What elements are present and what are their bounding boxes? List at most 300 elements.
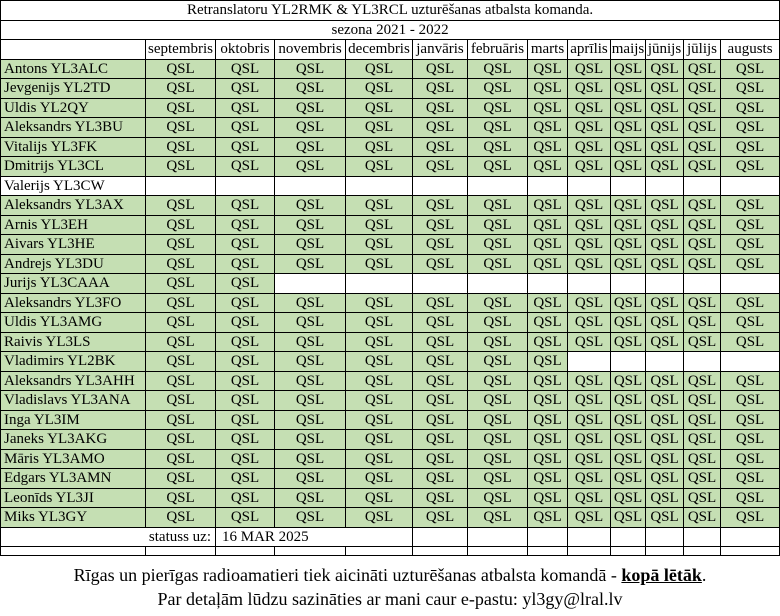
qsl-cell: QSL	[146, 371, 216, 391]
qsl-cell: QSL	[684, 410, 721, 430]
qsl-cell: QSL	[611, 59, 646, 79]
blank-cell	[568, 527, 611, 547]
qsl-cell: QSL	[346, 488, 413, 508]
qsl-cell: QSL	[216, 215, 275, 235]
qsl-cell: QSL	[275, 79, 346, 99]
member-row	[1, 313, 780, 333]
qsl-cell: QSL	[528, 430, 568, 450]
qsl-cell: QSL	[216, 508, 275, 528]
qsl-cell: QSL	[346, 98, 413, 118]
season-label: sezona 2021 - 2022	[1, 20, 780, 40]
qsl-cell: QSL	[275, 469, 346, 489]
qsl-cell: QSL	[216, 274, 275, 294]
member-name: Edgars YL3AMN	[1, 469, 146, 489]
member-row	[1, 508, 780, 528]
qsl-cell: QSL	[528, 410, 568, 430]
empty-cell	[528, 274, 568, 294]
member-name: Miks YL3GY	[1, 508, 146, 528]
qsl-cell: QSL	[413, 235, 468, 255]
page-title: Retranslatoru YL2RMK & YL3RCL uzturēšanas atbalsta komanda.	[1, 1, 780, 21]
qsl-cell: QSL	[275, 235, 346, 255]
qsl-cell: QSL	[528, 332, 568, 352]
qsl-cell: QSL	[721, 98, 780, 118]
member-name: Valerijs YL3CW	[1, 176, 146, 196]
qsl-cell: QSL	[611, 332, 646, 352]
qsl-cell: QSL	[721, 79, 780, 99]
qsl-cell: QSL	[568, 488, 611, 508]
qsl-cell: QSL	[568, 449, 611, 469]
qsl-cell: QSL	[146, 488, 216, 508]
member-row	[1, 332, 780, 352]
qsl-cell: QSL	[413, 410, 468, 430]
month-header: marts	[528, 40, 568, 60]
qsl-cell: QSL	[216, 332, 275, 352]
member-name: Aivars YL3HE	[1, 235, 146, 255]
empty-cell	[568, 274, 611, 294]
blank-cell	[611, 527, 646, 547]
qsl-cell: QSL	[528, 157, 568, 177]
qsl-cell: QSL	[611, 430, 646, 450]
member-name: Vladimirs YL2BK	[1, 352, 146, 372]
qsl-cell: QSL	[216, 118, 275, 138]
qsl-cell: QSL	[275, 313, 346, 333]
blank-cell	[275, 547, 346, 556]
qsl-cell: QSL	[346, 449, 413, 469]
member-name: Janeks YL3AKG	[1, 430, 146, 450]
qsl-cell: QSL	[216, 254, 275, 274]
empty-cell	[646, 274, 684, 294]
member-name: Uldis YL3AMG	[1, 313, 146, 333]
qsl-cell: QSL	[528, 254, 568, 274]
qsl-cell: QSL	[684, 235, 721, 255]
qsl-cell: QSL	[275, 410, 346, 430]
member-row	[1, 430, 780, 450]
blank-cell	[646, 547, 684, 556]
blank-cell	[146, 547, 216, 556]
qsl-cell: QSL	[275, 98, 346, 118]
qsl-cell: QSL	[684, 215, 721, 235]
qsl-cell: QSL	[528, 352, 568, 372]
empty-cell	[684, 352, 721, 372]
member-row	[1, 274, 780, 294]
qsl-cell: QSL	[468, 254, 528, 274]
qsl-cell: QSL	[413, 371, 468, 391]
qsl-cell: QSL	[413, 469, 468, 489]
qsl-cell: QSL	[413, 79, 468, 99]
qsl-cell: QSL	[646, 137, 684, 157]
qsl-cell: QSL	[146, 449, 216, 469]
qsl-cell: QSL	[568, 293, 611, 313]
qsl-cell: QSL	[568, 235, 611, 255]
qsl-cell: QSL	[468, 508, 528, 528]
qsl-cell: QSL	[346, 352, 413, 372]
qsl-cell: QSL	[528, 137, 568, 157]
empty-cell	[275, 176, 346, 196]
qsl-cell: QSL	[568, 157, 611, 177]
qsl-cell: QSL	[146, 332, 216, 352]
qsl-cell: QSL	[216, 98, 275, 118]
qsl-cell: QSL	[468, 391, 528, 411]
qsl-cell: QSL	[721, 196, 780, 216]
member-row	[1, 59, 780, 79]
qsl-cell: QSL	[146, 118, 216, 138]
invitation-text: Rīgas un pierīgas radioamatieri tiek aicināti uzturēšanas atbalsta komandā -	[73, 565, 622, 585]
qsl-cell: QSL	[684, 118, 721, 138]
qsl-cell: QSL	[468, 469, 528, 489]
name-column-header	[1, 40, 146, 60]
empty-cell	[721, 274, 780, 294]
qsl-cell: QSL	[413, 449, 468, 469]
qsl-cell: QSL	[468, 313, 528, 333]
qsl-cell: QSL	[611, 469, 646, 489]
footer-note	[0, 563, 780, 611]
qsl-cell: QSL	[684, 98, 721, 118]
blank-cell	[684, 527, 721, 547]
qsl-cell: QSL	[146, 254, 216, 274]
empty-cell	[611, 176, 646, 196]
empty-cell	[611, 274, 646, 294]
member-name: Aleksandrs YL3BU	[1, 118, 146, 138]
month-header: janvāris	[413, 40, 468, 60]
blank-cell	[568, 547, 611, 556]
qsl-cell: QSL	[275, 118, 346, 138]
qsl-cell: QSL	[611, 98, 646, 118]
qsl-cell: QSL	[346, 215, 413, 235]
blank-cell	[721, 527, 780, 547]
qsl-cell: QSL	[413, 137, 468, 157]
qsl-cell: QSL	[611, 137, 646, 157]
qsl-cell: QSL	[528, 488, 568, 508]
qsl-cell: QSL	[468, 98, 528, 118]
qsl-cell: QSL	[468, 371, 528, 391]
qsl-cell: QSL	[146, 410, 216, 430]
qsl-cell: QSL	[721, 332, 780, 352]
qsl-cell: QSL	[146, 79, 216, 99]
blank-cell	[468, 547, 528, 556]
qsl-cell: QSL	[721, 430, 780, 450]
qsl-cell: QSL	[346, 157, 413, 177]
qsl-cell: QSL	[684, 391, 721, 411]
qsl-cell: QSL	[275, 430, 346, 450]
qsl-cell: QSL	[413, 352, 468, 372]
qsl-cell: QSL	[146, 508, 216, 528]
member-name: Vladislavs YL3ANA	[1, 391, 146, 411]
member-row	[1, 371, 780, 391]
empty-cell	[646, 352, 684, 372]
member-name: Uldis YL2QY	[1, 98, 146, 118]
invitation-period: .	[701, 565, 707, 585]
qsl-cell: QSL	[646, 254, 684, 274]
qsl-cell: QSL	[611, 371, 646, 391]
qsl-cell: QSL	[528, 79, 568, 99]
empty-cell	[684, 176, 721, 196]
qsl-cell: QSL	[646, 98, 684, 118]
blank-cell	[721, 547, 780, 556]
month-header: jūlijs	[684, 40, 721, 60]
qsl-cell: QSL	[468, 157, 528, 177]
empty-cell	[684, 274, 721, 294]
qsl-cell: QSL	[468, 79, 528, 99]
qsl-cell: QSL	[146, 430, 216, 450]
qsl-cell: QSL	[568, 410, 611, 430]
qsl-cell: QSL	[611, 508, 646, 528]
qsl-cell: QSL	[275, 371, 346, 391]
qsl-cell: QSL	[568, 371, 611, 391]
month-header: augusts	[721, 40, 780, 60]
qsl-cell: QSL	[413, 430, 468, 450]
month-header: novembris	[275, 40, 346, 60]
member-row	[1, 176, 780, 196]
qsl-cell: QSL	[568, 79, 611, 99]
blank-cell	[413, 547, 468, 556]
empty-cell	[413, 274, 468, 294]
month-header: decembris	[346, 40, 413, 60]
qsl-cell: QSL	[146, 59, 216, 79]
qsl-cell: QSL	[275, 449, 346, 469]
month-header: oktobris	[216, 40, 275, 60]
qsl-cell: QSL	[346, 391, 413, 411]
member-name: Raivis YL3LS	[1, 332, 146, 352]
empty-cell	[216, 176, 275, 196]
qsl-cell: QSL	[528, 98, 568, 118]
qsl-cell: QSL	[684, 508, 721, 528]
qsl-cell: QSL	[216, 235, 275, 255]
qsl-cell: QSL	[646, 391, 684, 411]
qsl-cell: QSL	[611, 235, 646, 255]
qsl-cell: QSL	[346, 118, 413, 138]
qsl-cell: QSL	[468, 332, 528, 352]
qsl-cell: QSL	[468, 196, 528, 216]
qsl-cell: QSL	[684, 157, 721, 177]
qsl-cell: QSL	[568, 430, 611, 450]
qsl-cell: QSL	[346, 196, 413, 216]
blank-cell	[684, 547, 721, 556]
qsl-cell: QSL	[216, 79, 275, 99]
qsl-cell: QSL	[528, 59, 568, 79]
empty-cell	[346, 274, 413, 294]
blank-cell	[611, 547, 646, 556]
qsl-cell: QSL	[275, 196, 346, 216]
empty-cell	[468, 176, 528, 196]
qsl-cell: QSL	[468, 293, 528, 313]
qsl-cell: QSL	[146, 391, 216, 411]
qsl-cell: QSL	[528, 469, 568, 489]
member-row	[1, 215, 780, 235]
qsl-cell: QSL	[568, 332, 611, 352]
qsl-cell: QSL	[275, 391, 346, 411]
qsl-cell: QSL	[413, 391, 468, 411]
empty-cell	[346, 176, 413, 196]
qsl-cell: QSL	[468, 118, 528, 138]
qsl-cell: QSL	[684, 430, 721, 450]
qsl-cell: QSL	[346, 137, 413, 157]
qsl-cell: QSL	[721, 137, 780, 157]
qsl-cell: QSL	[216, 293, 275, 313]
qsl-cell: QSL	[346, 508, 413, 528]
qsl-cell: QSL	[468, 59, 528, 79]
empty-cell	[413, 176, 468, 196]
qsl-cell: QSL	[611, 157, 646, 177]
member-name: Māris YL3AMO	[1, 449, 146, 469]
qsl-cell: QSL	[646, 449, 684, 469]
qsl-cell: QSL	[611, 293, 646, 313]
qsl-cell: QSL	[684, 469, 721, 489]
month-header: februāris	[468, 40, 528, 60]
qsl-cell: QSL	[684, 313, 721, 333]
qsl-cell: QSL	[346, 254, 413, 274]
qsl-cell: QSL	[528, 313, 568, 333]
qsl-cell: QSL	[468, 488, 528, 508]
member-name: Aleksandrs YL3AHH	[1, 371, 146, 391]
qsl-cell: QSL	[146, 352, 216, 372]
blank-cell	[528, 547, 568, 556]
qsl-cell: QSL	[646, 313, 684, 333]
qsl-cell: QSL	[413, 254, 468, 274]
qsl-cell: QSL	[568, 196, 611, 216]
qsl-cell: QSL	[611, 79, 646, 99]
blank-cell	[413, 527, 468, 547]
month-header: aprīlis	[568, 40, 611, 60]
qsl-cell: QSL	[611, 254, 646, 274]
qsl-cell: QSL	[413, 293, 468, 313]
qsl-cell: QSL	[721, 293, 780, 313]
qsl-cell: QSL	[275, 332, 346, 352]
qsl-cell: QSL	[275, 59, 346, 79]
qsl-cell: QSL	[216, 313, 275, 333]
qsl-cell: QSL	[146, 98, 216, 118]
qsl-cell: QSL	[468, 137, 528, 157]
qsl-cell: QSL	[146, 293, 216, 313]
empty-cell	[568, 176, 611, 196]
qsl-cell: QSL	[646, 430, 684, 450]
qsl-cell: QSL	[684, 254, 721, 274]
qsl-cell: QSL	[721, 313, 780, 333]
empty-cell	[646, 176, 684, 196]
qsl-cell: QSL	[684, 137, 721, 157]
qsl-cell: QSL	[721, 235, 780, 255]
status-label: statuss uz:	[1, 527, 216, 547]
qsl-cell: QSL	[346, 430, 413, 450]
member-name: Antons YL3ALC	[1, 59, 146, 79]
month-header: jūnijs	[646, 40, 684, 60]
qsl-cell: QSL	[275, 254, 346, 274]
qsl-cell: QSL	[611, 118, 646, 138]
qsl-cell: QSL	[721, 469, 780, 489]
qsl-cell: QSL	[468, 235, 528, 255]
qsl-cell: QSL	[528, 215, 568, 235]
qsl-cell: QSL	[646, 293, 684, 313]
qsl-cell: QSL	[611, 488, 646, 508]
qsl-cell: QSL	[684, 332, 721, 352]
qsl-cell: QSL	[528, 196, 568, 216]
qsl-cell: QSL	[646, 235, 684, 255]
qsl-cell: QSL	[568, 59, 611, 79]
qsl-cell: QSL	[346, 313, 413, 333]
qsl-cell: QSL	[721, 508, 780, 528]
qsl-cell: QSL	[413, 332, 468, 352]
member-row	[1, 449, 780, 469]
empty-cell	[721, 352, 780, 372]
qsl-cell: QSL	[413, 59, 468, 79]
qsl-cell: QSL	[721, 371, 780, 391]
qsl-cell: QSL	[721, 391, 780, 411]
qsl-cell: QSL	[721, 449, 780, 469]
qsl-cell: QSL	[646, 157, 684, 177]
qsl-cell: QSL	[413, 488, 468, 508]
qsl-cell: QSL	[568, 137, 611, 157]
qsl-cell: QSL	[684, 449, 721, 469]
qsl-cell: QSL	[611, 410, 646, 430]
qsl-cell: QSL	[146, 274, 216, 294]
empty-cell	[275, 274, 346, 294]
qsl-cell: QSL	[568, 215, 611, 235]
qsl-cell: QSL	[721, 157, 780, 177]
qsl-cell: QSL	[568, 391, 611, 411]
qsl-cell: QSL	[346, 469, 413, 489]
qsl-cell: QSL	[216, 488, 275, 508]
member-row	[1, 137, 780, 157]
qsl-cell: QSL	[146, 196, 216, 216]
blank-cell	[528, 527, 568, 547]
qsl-cell: QSL	[611, 449, 646, 469]
status-date: 16 MAR 2025	[216, 527, 413, 547]
qsl-cell: QSL	[216, 137, 275, 157]
qsl-cell: QSL	[413, 157, 468, 177]
qsl-cell: QSL	[611, 196, 646, 216]
qsl-cell: QSL	[568, 469, 611, 489]
member-name: Leonīds YL3JI	[1, 488, 146, 508]
qsl-cell: QSL	[568, 508, 611, 528]
qsl-cell: QSL	[646, 59, 684, 79]
qsl-cell: QSL	[646, 410, 684, 430]
qsl-cell: QSL	[275, 352, 346, 372]
qsl-cell: QSL	[646, 488, 684, 508]
qsl-cell: QSL	[646, 469, 684, 489]
qsl-cell: QSL	[275, 508, 346, 528]
qsl-cell: QSL	[346, 293, 413, 313]
qsl-cell: QSL	[684, 79, 721, 99]
empty-cell	[528, 176, 568, 196]
qsl-cell: QSL	[468, 430, 528, 450]
qsl-cell: QSL	[646, 332, 684, 352]
qsl-cell: QSL	[568, 313, 611, 333]
blank-cell	[646, 527, 684, 547]
qsl-cell: QSL	[216, 157, 275, 177]
empty-cell	[611, 352, 646, 372]
footer-line-contact: Par detaļām lūdzu sazināties ar mani caur e-pastu: yl3gy@lral.lv	[157, 589, 623, 609]
member-name: Vitalijs YL3FK	[1, 137, 146, 157]
qsl-cell: QSL	[646, 118, 684, 138]
qsl-cell: QSL	[468, 410, 528, 430]
qsl-cell: QSL	[684, 196, 721, 216]
qsl-cell: QSL	[646, 79, 684, 99]
qsl-cell: QSL	[275, 157, 346, 177]
qsl-cell: QSL	[146, 137, 216, 157]
qsl-cell: QSL	[528, 391, 568, 411]
status-row	[1, 527, 780, 547]
qsl-cell: QSL	[611, 215, 646, 235]
month-header-row	[1, 40, 780, 60]
qsl-cell: QSL	[684, 371, 721, 391]
member-name: Inga YL3IM	[1, 410, 146, 430]
member-row	[1, 196, 780, 216]
qsl-cell: QSL	[528, 118, 568, 138]
qsl-cell: QSL	[216, 410, 275, 430]
qsl-cell: QSL	[684, 488, 721, 508]
qsl-cell: QSL	[646, 371, 684, 391]
qsl-cell: QSL	[528, 508, 568, 528]
qsl-cell: QSL	[216, 352, 275, 372]
